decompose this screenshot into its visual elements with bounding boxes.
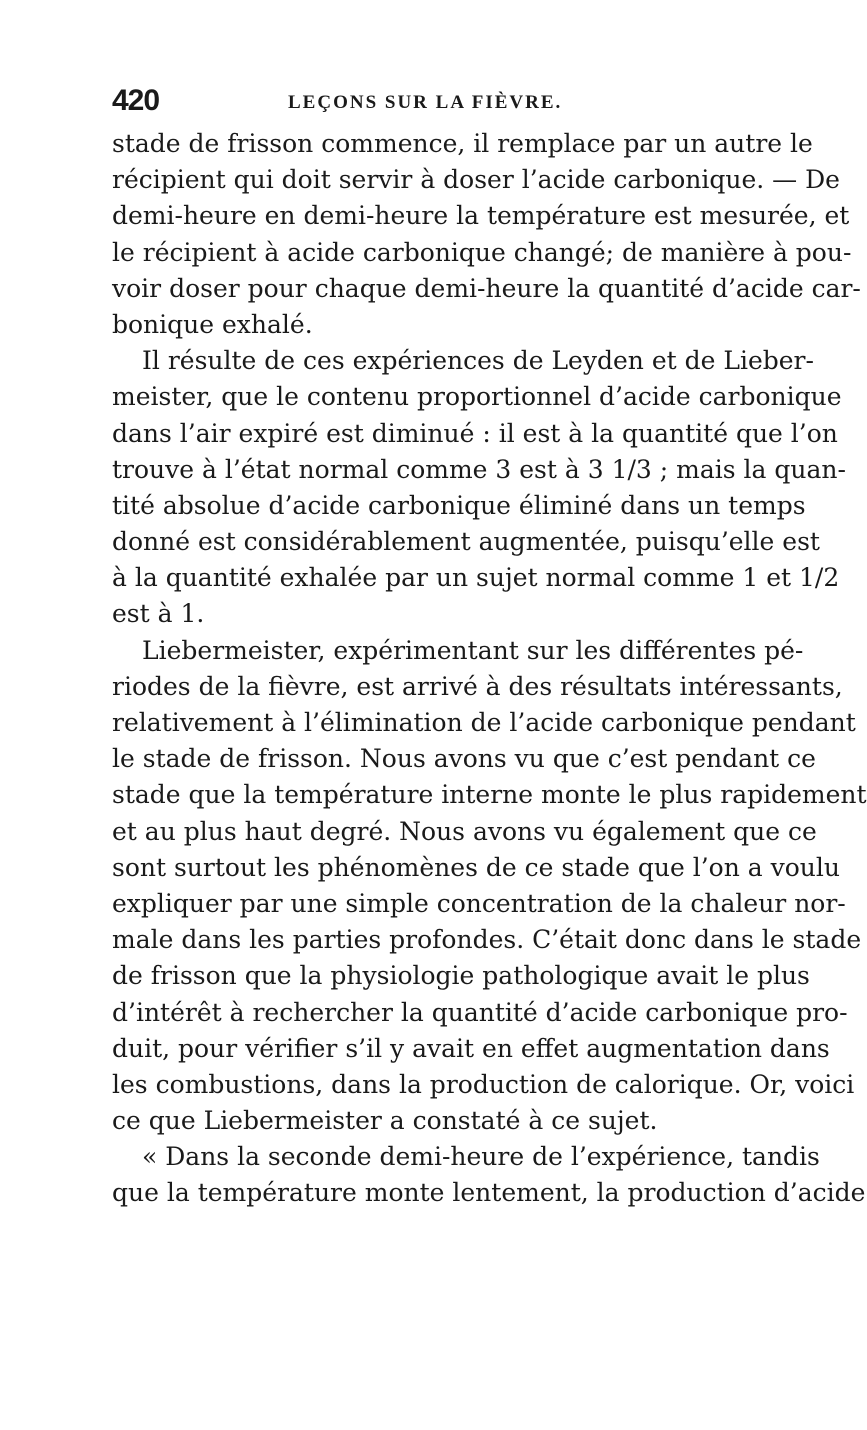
text-line: récipient qui doit servir à doser l’acide carbonique. — De: [112, 165, 840, 195]
text-line: donné est considérablement augmentée, puisqu’elle est: [112, 527, 820, 557]
text-line: et au plus haut degré. Nous avons vu également que ce: [112, 816, 817, 846]
text-line: demi-heure en demi-heure la température est mesurée, et: [112, 201, 850, 231]
text-line: meister, que le contenu proportionnel d’acide carbonique: [112, 382, 842, 412]
text-line: Liebermeister, expérimentant sur les différentes pé-: [142, 635, 804, 665]
text-line: dans l’air expiré est diminué : il est à la quantité que l’on: [112, 418, 838, 448]
text-line: ce que Liebermeister a constaté à ce sujet.: [112, 1106, 658, 1136]
text-line: voir doser pour chaque demi-heure la quantité d’acide car-: [112, 273, 861, 303]
text-line: relativement à l’élimination de l’acide carbonique pendant: [112, 708, 856, 737]
text-line: le récipient à acide carbonique changé; de manière à pou-: [112, 237, 852, 267]
body-text: [112, 126, 867, 1212]
text-line: male dans les parties profondes. C’était donc dans le stade: [112, 925, 862, 955]
text-line: duit, pour vérifier s’il y avait en effet augmentation dans: [112, 1033, 830, 1063]
running-head: LEÇONS SUR LA FIÈVRE.: [288, 92, 563, 113]
text-line: riodes de la fièvre, est arrivé à des résultats intéressants,: [112, 671, 843, 701]
text-line: Il résulte de ces expériences de Leyden et de Lieber-: [142, 346, 814, 376]
text-line: les combustions, dans la production de calorique. Or, voici: [112, 1069, 855, 1099]
text-line: le stade de frisson. Nous avons vu que c’est pendant ce: [112, 744, 816, 774]
text-line: stade de frisson commence, il remplace par un autre le: [112, 129, 813, 158]
text-line: trouve à l’état normal comme 3 est à 3 1/3 ; mais la quan-: [112, 454, 846, 484]
page-header: [112, 84, 732, 124]
page-number: 420: [112, 84, 160, 117]
text-line: tité absolue d’acide carbonique éliminé dans un temps: [112, 490, 806, 520]
text-line: expliquer par une simple concentration de la chaleur nor-: [112, 888, 846, 918]
text-line: d’intérêt à rechercher la quantité d’acide carbonique pro-: [112, 997, 848, 1027]
text-line: sont surtout les phénomènes de ce stade que l’on a voulu: [112, 852, 840, 882]
text-line: de frisson que la physiologie pathologique avait le plus: [112, 961, 810, 991]
text-line: que la température monte lentement, la production d’acide: [112, 1178, 866, 1208]
text-line: « Dans la seconde demi-heure de l’expérience, tandis: [142, 1142, 820, 1172]
text-line: à la quantité exhalée par un sujet normal comme 1 et 1/2: [112, 563, 840, 593]
text-line: bonique exhalé.: [112, 309, 313, 339]
text-line: stade que la température interne monte le plus rapidement: [112, 780, 867, 810]
text-line: est à 1.: [112, 599, 205, 629]
